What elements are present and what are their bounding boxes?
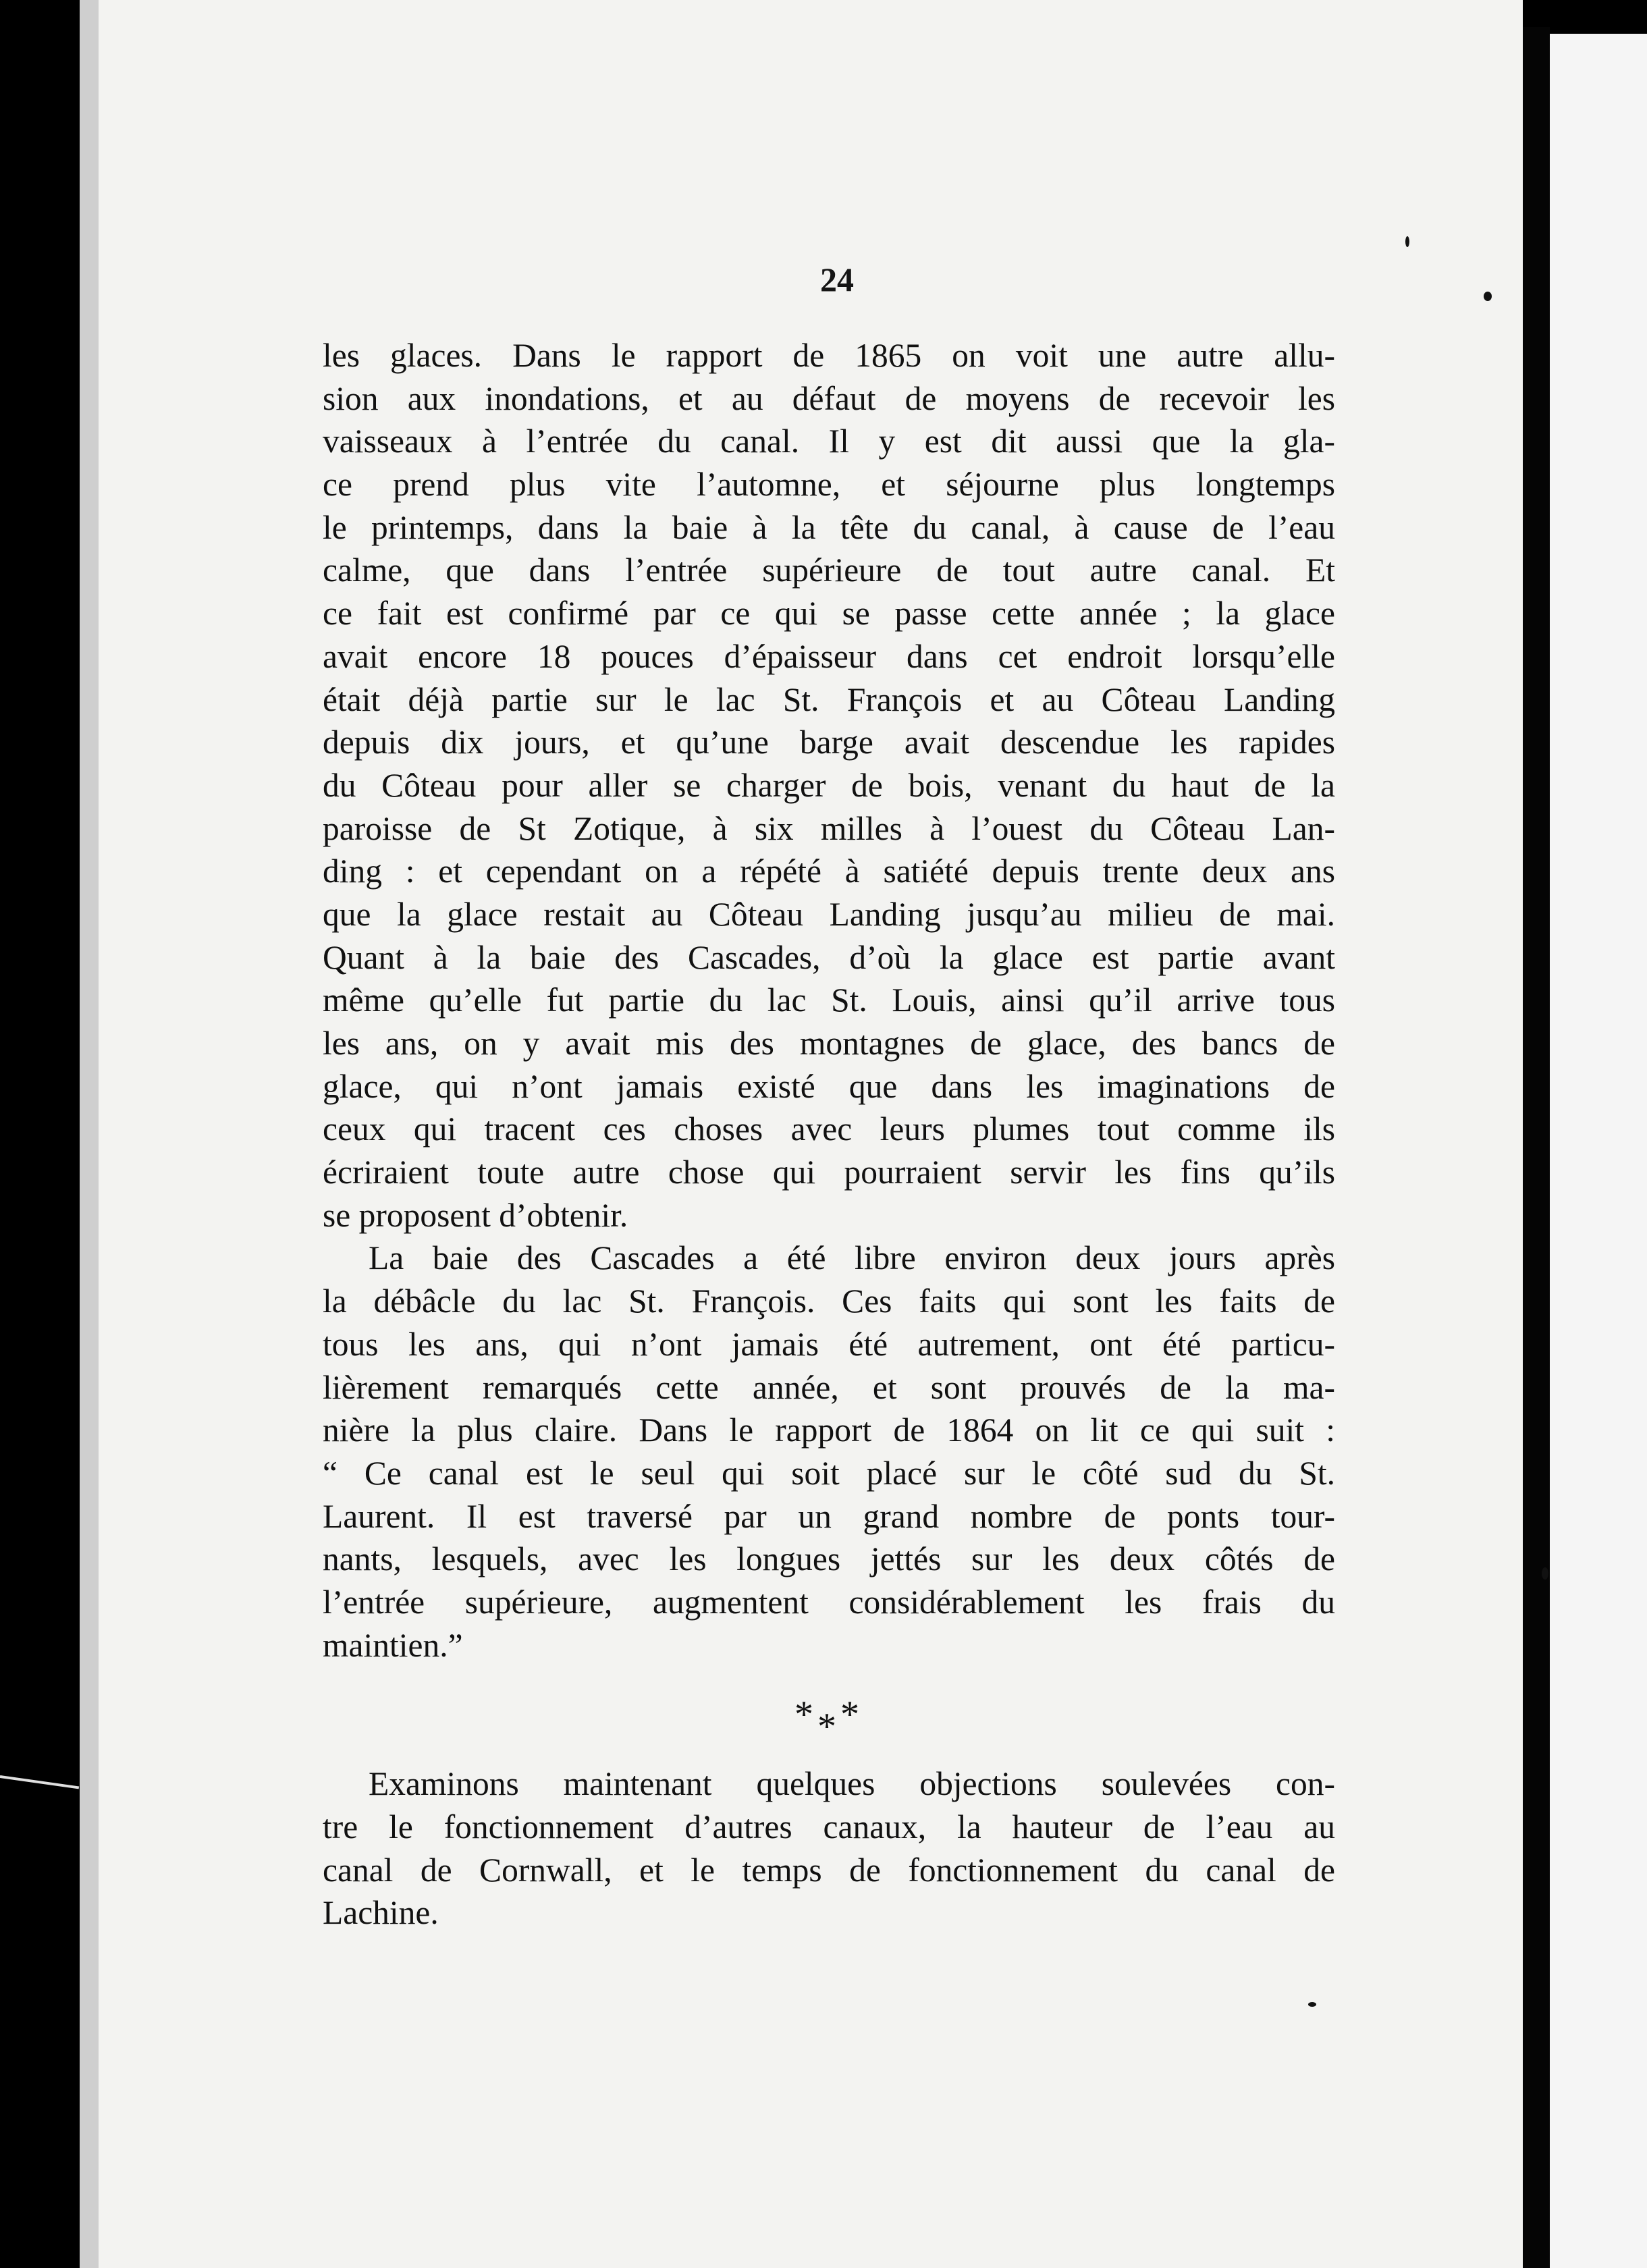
text-line: glace, qui n’ont jamais existé que dans les imaginations de [323, 1067, 1335, 1105]
facing-page-edge [1550, 34, 1647, 2268]
text-line: maintien.” [323, 1626, 463, 1664]
left-binding-edge [80, 0, 99, 2268]
page-gutter [1523, 27, 1550, 2268]
scan-speck [1484, 292, 1492, 301]
text-line: Lachine. [323, 1894, 439, 1932]
text-line: les ans, on y avait mis des montagnes de glace, des bancs de [323, 1025, 1335, 1062]
text-line: Laurent. Il est traversé par un grand nombre de ponts tour- [323, 1497, 1335, 1535]
text-line: avait encore 18 pouces d’épaisseur dans cet endroit lorsqu’elle [323, 637, 1335, 675]
paragraph-2 [323, 1237, 1335, 1667]
text-line: se proposent d’obtenir. [323, 1196, 628, 1234]
text-line: canal de Cornwall, et le temps de fonctionnement du canal de [323, 1851, 1335, 1889]
text-line: du Côteau pour aller se charger de bois, venant du haut de la [323, 766, 1335, 804]
page-number: 24 [820, 261, 854, 298]
paragraph-1 [323, 334, 1335, 1237]
scan-speck [1542, 1567, 1548, 1580]
fold-line [0, 1775, 79, 1789]
text-line: sion aux inondations, et au défaut de moyens de recevoir les [323, 379, 1335, 417]
text-line: nants, lesquels, avec les longues jettés sur les deux côtés de [323, 1540, 1335, 1578]
scan-speck [1308, 2002, 1316, 2007]
text-line: calme, que dans l’entrée supérieure de tout autre canal. Et [323, 551, 1335, 589]
text-line: depuis dix jours, et qu’une barge avait descendue les rapides [323, 724, 1335, 761]
text-line: ceux qui tracent ces choses avec leurs plumes tout comme ils [323, 1110, 1335, 1148]
asterisk: * [794, 1694, 817, 1736]
text-line: Examinons maintenant quelques objections soulevées con- [369, 1765, 1335, 1803]
text-line: ce fait est confirmé par ce qui se passe cette année ; la glace [323, 595, 1335, 632]
text-line: tous les ans, qui n’ont jamais été autrement, ont été particu- [323, 1325, 1335, 1363]
text-line: écriraient toute autre chose qui pourraient servir les fins qu’ils [323, 1154, 1335, 1191]
text-line: ding : et cependant on a répété à satiété depuis trente deux ans [323, 853, 1335, 890]
scan-speck [1405, 236, 1409, 247]
text-line: lièrement remarqués cette année, et sont prouvés de la ma- [323, 1368, 1335, 1406]
text-line: même qu’elle fut partie du lac St. Louis, ainsi qu’il arrive tous [323, 981, 1335, 1019]
text-line: paroisse de St Zotique, à six milles à l’ouest du Côteau Lan- [323, 809, 1335, 847]
text-line: la débâcle du lac St. François. Ces faits qui sont les faits de [323, 1282, 1335, 1320]
text-line: était déjà partie sur le lac St. François et au Côteau Landing [323, 680, 1335, 718]
body-text [323, 334, 1335, 1935]
asterisk: * [817, 1706, 840, 1748]
text-line: nière la plus claire. Dans le rapport de 1864 on lit ce qui suit : [323, 1411, 1335, 1449]
text-line: que la glace restait au Côteau Landing jusqu’au milieu de mai. [323, 895, 1335, 933]
text-line: ce prend plus vite l’automne, et séjourne plus longtemps [323, 466, 1335, 504]
text-line: Quant à la baie des Cascades, d’où la glace est partie avant [323, 938, 1335, 976]
text-line: l’entrée supérieure, augmentent considérablement les frais du [323, 1583, 1335, 1621]
text-line: le printemps, dans la baie à la tête du canal, à cause de l’eau [323, 508, 1335, 546]
section-separator [323, 1667, 1335, 1762]
asterisk: * [840, 1694, 863, 1736]
text-line: La baie des Cascades a été libre environ deux jours après [369, 1239, 1335, 1277]
paragraph-3 [323, 1762, 1335, 1935]
text-line: vaisseaux à l’entrée du canal. Il y est dit aussi que la gla- [323, 423, 1335, 460]
text-line: les glaces. Dans le rapport de 1865 on voit une autre allu- [323, 337, 1335, 374]
text-line: tre le fonctionnement d’autres canaux, la hauteur de l’eau au [323, 1808, 1335, 1845]
text-line: “ Ce canal est le seul qui soit placé sur le côté sud du St. [323, 1454, 1335, 1492]
